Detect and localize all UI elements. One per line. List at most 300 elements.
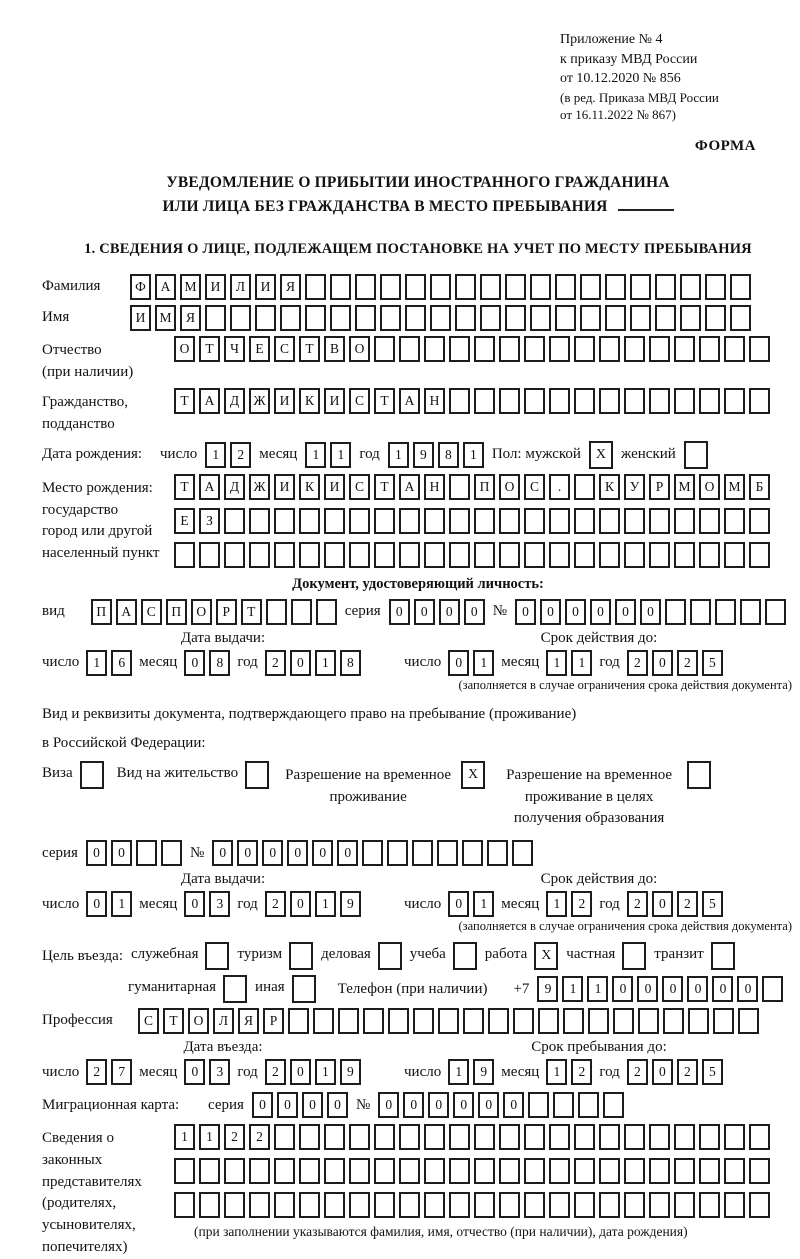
cell[interactable]: [705, 274, 726, 300]
cell[interactable]: [655, 305, 676, 331]
cell[interactable]: [374, 1124, 395, 1150]
cell[interactable]: 1: [448, 1059, 469, 1085]
cell[interactable]: [387, 840, 408, 866]
cell[interactable]: И: [255, 274, 276, 300]
cell[interactable]: 0: [712, 976, 733, 1002]
cell[interactable]: [549, 1192, 570, 1218]
cell[interactable]: [674, 508, 695, 534]
cell[interactable]: [305, 305, 326, 331]
cell[interactable]: [688, 1008, 709, 1034]
cell[interactable]: [291, 599, 312, 625]
cell[interactable]: И: [130, 305, 151, 331]
cell[interactable]: [424, 542, 445, 568]
cell[interactable]: 2: [224, 1124, 245, 1150]
cell[interactable]: Я: [280, 274, 301, 300]
cell[interactable]: Я: [180, 305, 201, 331]
cell[interactable]: В: [324, 336, 345, 362]
cell[interactable]: [474, 1158, 495, 1184]
cell[interactable]: [349, 1158, 370, 1184]
cell[interactable]: [665, 599, 686, 625]
cell[interactable]: 1: [473, 650, 494, 676]
cell[interactable]: 1: [315, 650, 336, 676]
cell[interactable]: X: [589, 441, 613, 469]
cell[interactable]: [474, 1124, 495, 1150]
cell[interactable]: 0: [612, 976, 633, 1002]
cell[interactable]: 2: [249, 1124, 270, 1150]
cell[interactable]: [699, 1158, 720, 1184]
cell[interactable]: 9: [340, 1059, 361, 1085]
cell[interactable]: 2: [627, 650, 648, 676]
cell[interactable]: [487, 840, 508, 866]
cell[interactable]: М: [724, 474, 745, 500]
cell[interactable]: [749, 508, 770, 534]
cell[interactable]: [684, 441, 708, 469]
cell[interactable]: А: [399, 474, 420, 500]
cell[interactable]: [199, 1158, 220, 1184]
cell[interactable]: [374, 1192, 395, 1218]
cell[interactable]: 1: [546, 650, 567, 676]
cell[interactable]: 5: [702, 1059, 723, 1085]
cell[interactable]: [724, 508, 745, 534]
cell[interactable]: [324, 1158, 345, 1184]
cell[interactable]: [663, 1008, 684, 1034]
cell[interactable]: 1: [111, 891, 132, 917]
cell[interactable]: [299, 542, 320, 568]
cell[interactable]: [224, 1158, 245, 1184]
cell[interactable]: 0: [389, 599, 410, 625]
cell[interactable]: [449, 1158, 470, 1184]
cell[interactable]: [749, 388, 770, 414]
cell[interactable]: С: [141, 599, 162, 625]
cell[interactable]: 2: [627, 1059, 648, 1085]
cell[interactable]: 0: [86, 891, 107, 917]
cell[interactable]: [549, 336, 570, 362]
cell[interactable]: [505, 305, 526, 331]
cell[interactable]: [330, 305, 351, 331]
cell[interactable]: [413, 1008, 434, 1034]
cell[interactable]: [474, 1192, 495, 1218]
cell[interactable]: [480, 274, 501, 300]
cell[interactable]: 0: [277, 1092, 298, 1118]
cell[interactable]: 2: [677, 1059, 698, 1085]
cell[interactable]: 1: [205, 442, 226, 468]
cell[interactable]: 1: [546, 891, 567, 917]
cell[interactable]: 1: [305, 442, 326, 468]
cell[interactable]: [430, 305, 451, 331]
cell[interactable]: [174, 1192, 195, 1218]
cell[interactable]: 2: [677, 650, 698, 676]
cell[interactable]: [305, 274, 326, 300]
cell[interactable]: [699, 542, 720, 568]
cell[interactable]: [699, 336, 720, 362]
cell[interactable]: М: [180, 274, 201, 300]
cell[interactable]: Р: [649, 474, 670, 500]
cell[interactable]: А: [155, 274, 176, 300]
cell[interactable]: З: [199, 508, 220, 534]
cell[interactable]: 0: [414, 599, 435, 625]
cell[interactable]: 1: [463, 442, 484, 468]
cell[interactable]: [449, 1192, 470, 1218]
cell[interactable]: [724, 1192, 745, 1218]
cell[interactable]: 2: [265, 1059, 286, 1085]
cell[interactable]: [713, 1008, 734, 1034]
cell[interactable]: [255, 305, 276, 331]
cell[interactable]: [338, 1008, 359, 1034]
cell[interactable]: [405, 274, 426, 300]
cell[interactable]: [499, 388, 520, 414]
cell[interactable]: [711, 942, 735, 970]
cell[interactable]: 3: [209, 891, 230, 917]
cell[interactable]: [224, 1192, 245, 1218]
cell[interactable]: [528, 1092, 549, 1118]
cell[interactable]: [674, 1192, 695, 1218]
cell[interactable]: [249, 1192, 270, 1218]
cell[interactable]: 0: [687, 976, 708, 1002]
cell[interactable]: [405, 305, 426, 331]
cell[interactable]: [424, 1192, 445, 1218]
cell[interactable]: [622, 942, 646, 970]
cell[interactable]: 1: [315, 891, 336, 917]
cell[interactable]: 0: [184, 650, 205, 676]
cell[interactable]: [449, 542, 470, 568]
cell[interactable]: [274, 542, 295, 568]
cell[interactable]: [574, 474, 595, 500]
cell[interactable]: [449, 388, 470, 414]
cell[interactable]: [624, 1124, 645, 1150]
cell[interactable]: 2: [230, 442, 251, 468]
cell[interactable]: И: [324, 388, 345, 414]
cell[interactable]: [674, 336, 695, 362]
cell[interactable]: 0: [503, 1092, 524, 1118]
cell[interactable]: С: [138, 1008, 159, 1034]
cell[interactable]: [549, 1124, 570, 1150]
cell[interactable]: [292, 975, 316, 1003]
cell[interactable]: 0: [302, 1092, 323, 1118]
cell[interactable]: О: [174, 336, 195, 362]
cell[interactable]: 0: [515, 599, 536, 625]
cell[interactable]: [574, 388, 595, 414]
cell[interactable]: А: [399, 388, 420, 414]
cell[interactable]: И: [324, 474, 345, 500]
cell[interactable]: 1: [199, 1124, 220, 1150]
cell[interactable]: [349, 542, 370, 568]
cell[interactable]: Л: [213, 1008, 234, 1034]
cell[interactable]: [699, 388, 720, 414]
cell[interactable]: 0: [464, 599, 485, 625]
cell[interactable]: У: [624, 474, 645, 500]
cell[interactable]: [430, 274, 451, 300]
cell[interactable]: О: [349, 336, 370, 362]
cell[interactable]: 9: [537, 976, 558, 1002]
cell[interactable]: [161, 840, 182, 866]
cell[interactable]: [580, 274, 601, 300]
cell[interactable]: [174, 1158, 195, 1184]
cell[interactable]: [224, 542, 245, 568]
cell[interactable]: [574, 1124, 595, 1150]
cell[interactable]: [578, 1092, 599, 1118]
cell[interactable]: 1: [330, 442, 351, 468]
cell[interactable]: [424, 508, 445, 534]
cell[interactable]: 8: [438, 442, 459, 468]
cell[interactable]: 1: [315, 1059, 336, 1085]
cell[interactable]: 0: [637, 976, 658, 1002]
cell[interactable]: И: [274, 474, 295, 500]
cell[interactable]: Л: [230, 274, 251, 300]
cell[interactable]: 0: [403, 1092, 424, 1118]
cell[interactable]: [449, 474, 470, 500]
cell[interactable]: [687, 761, 711, 789]
cell[interactable]: Д: [224, 474, 245, 500]
cell[interactable]: 9: [413, 442, 434, 468]
cell[interactable]: [249, 1158, 270, 1184]
cell[interactable]: [453, 942, 477, 970]
cell[interactable]: [474, 508, 495, 534]
cell[interactable]: Т: [174, 388, 195, 414]
cell[interactable]: [488, 1008, 509, 1034]
cell[interactable]: [299, 1158, 320, 1184]
cell[interactable]: [624, 542, 645, 568]
cell[interactable]: [549, 388, 570, 414]
cell[interactable]: [449, 336, 470, 362]
cell[interactable]: О: [188, 1008, 209, 1034]
cell[interactable]: [765, 599, 786, 625]
cell[interactable]: [499, 336, 520, 362]
cell[interactable]: 0: [478, 1092, 499, 1118]
cell[interactable]: [524, 542, 545, 568]
cell[interactable]: 0: [662, 976, 683, 1002]
cell[interactable]: 1: [473, 891, 494, 917]
cell[interactable]: [549, 1158, 570, 1184]
cell[interactable]: [530, 305, 551, 331]
cell[interactable]: [299, 1192, 320, 1218]
cell[interactable]: [524, 1192, 545, 1218]
cell[interactable]: 0: [290, 1059, 311, 1085]
cell[interactable]: [399, 1124, 420, 1150]
cell[interactable]: 0: [262, 840, 283, 866]
cell[interactable]: [524, 508, 545, 534]
cell[interactable]: П: [166, 599, 187, 625]
cell[interactable]: [374, 336, 395, 362]
cell[interactable]: 0: [590, 599, 611, 625]
cell[interactable]: 5: [702, 650, 723, 676]
cell[interactable]: [655, 274, 676, 300]
cell[interactable]: 1: [174, 1124, 195, 1150]
cell[interactable]: [388, 1008, 409, 1034]
cell[interactable]: 8: [340, 650, 361, 676]
cell[interactable]: М: [155, 305, 176, 331]
cell[interactable]: [424, 1158, 445, 1184]
cell[interactable]: 1: [587, 976, 608, 1002]
cell[interactable]: [724, 1124, 745, 1150]
cell[interactable]: [374, 508, 395, 534]
cell[interactable]: [223, 975, 247, 1003]
cell[interactable]: 0: [652, 1059, 673, 1085]
cell[interactable]: 1: [571, 650, 592, 676]
cell[interactable]: 0: [212, 840, 233, 866]
cell[interactable]: [378, 942, 402, 970]
cell[interactable]: [80, 761, 104, 789]
cell[interactable]: [289, 942, 313, 970]
cell[interactable]: [330, 274, 351, 300]
cell[interactable]: [738, 1008, 759, 1034]
cell[interactable]: [674, 388, 695, 414]
cell[interactable]: 0: [439, 599, 460, 625]
cell[interactable]: [724, 1158, 745, 1184]
cell[interactable]: С: [349, 474, 370, 500]
cell[interactable]: [705, 305, 726, 331]
cell[interactable]: 0: [312, 840, 333, 866]
cell[interactable]: [374, 1158, 395, 1184]
cell[interactable]: [324, 1192, 345, 1218]
cell[interactable]: 2: [677, 891, 698, 917]
cell[interactable]: Б: [749, 474, 770, 500]
cell[interactable]: А: [199, 474, 220, 500]
cell[interactable]: 0: [337, 840, 358, 866]
cell[interactable]: 1: [86, 650, 107, 676]
cell[interactable]: [724, 542, 745, 568]
cell[interactable]: [462, 840, 483, 866]
cell[interactable]: [438, 1008, 459, 1034]
cell[interactable]: 0: [652, 650, 673, 676]
cell[interactable]: [599, 508, 620, 534]
cell[interactable]: [605, 305, 626, 331]
cell[interactable]: [749, 542, 770, 568]
cell[interactable]: [313, 1008, 334, 1034]
cell[interactable]: [280, 305, 301, 331]
cell[interactable]: [699, 508, 720, 534]
cell[interactable]: Р: [263, 1008, 284, 1034]
cell[interactable]: [349, 1124, 370, 1150]
cell[interactable]: [224, 508, 245, 534]
cell[interactable]: [574, 1158, 595, 1184]
cell[interactable]: [715, 599, 736, 625]
cell[interactable]: [574, 336, 595, 362]
cell[interactable]: 0: [540, 599, 561, 625]
cell[interactable]: [599, 542, 620, 568]
cell[interactable]: [624, 1192, 645, 1218]
cell[interactable]: [724, 388, 745, 414]
cell[interactable]: К: [599, 474, 620, 500]
cell[interactable]: [674, 1158, 695, 1184]
cell[interactable]: [749, 1192, 770, 1218]
cell[interactable]: И: [205, 274, 226, 300]
cell[interactable]: Ф: [130, 274, 151, 300]
cell[interactable]: К: [299, 388, 320, 414]
cell[interactable]: [205, 942, 229, 970]
cell[interactable]: [680, 305, 701, 331]
cell[interactable]: [474, 336, 495, 362]
cell[interactable]: [363, 1008, 384, 1034]
cell[interactable]: С: [349, 388, 370, 414]
cell[interactable]: [380, 274, 401, 300]
cell[interactable]: [324, 508, 345, 534]
cell[interactable]: 9: [473, 1059, 494, 1085]
cell[interactable]: [505, 274, 526, 300]
cell[interactable]: [749, 1124, 770, 1150]
cell[interactable]: [649, 1124, 670, 1150]
cell[interactable]: 1: [388, 442, 409, 468]
cell[interactable]: [299, 1124, 320, 1150]
cell[interactable]: [624, 388, 645, 414]
cell[interactable]: О: [699, 474, 720, 500]
cell[interactable]: .: [549, 474, 570, 500]
cell[interactable]: [549, 542, 570, 568]
cell[interactable]: 0: [453, 1092, 474, 1118]
cell[interactable]: [699, 1124, 720, 1150]
cell[interactable]: [680, 274, 701, 300]
cell[interactable]: [199, 1192, 220, 1218]
cell[interactable]: 0: [428, 1092, 449, 1118]
cell[interactable]: [624, 1158, 645, 1184]
cell[interactable]: [230, 305, 251, 331]
cell[interactable]: [740, 599, 761, 625]
cell[interactable]: [249, 542, 270, 568]
cell[interactable]: [599, 1158, 620, 1184]
cell[interactable]: [624, 508, 645, 534]
cell[interactable]: 0: [184, 891, 205, 917]
cell[interactable]: 7: [111, 1059, 132, 1085]
cell[interactable]: [205, 305, 226, 331]
cell[interactable]: [399, 542, 420, 568]
cell[interactable]: Е: [174, 508, 195, 534]
cell[interactable]: 0: [640, 599, 661, 625]
cell[interactable]: [355, 274, 376, 300]
cell[interactable]: [249, 508, 270, 534]
cell[interactable]: [274, 1192, 295, 1218]
cell[interactable]: [762, 976, 783, 1002]
cell[interactable]: [266, 599, 287, 625]
cell[interactable]: [199, 542, 220, 568]
cell[interactable]: 0: [378, 1092, 399, 1118]
cell[interactable]: 1: [546, 1059, 567, 1085]
cell[interactable]: [599, 1192, 620, 1218]
cell[interactable]: [574, 1192, 595, 1218]
cell[interactable]: О: [499, 474, 520, 500]
cell[interactable]: Р: [216, 599, 237, 625]
cell[interactable]: Т: [163, 1008, 184, 1034]
cell[interactable]: Н: [424, 388, 445, 414]
cell[interactable]: Я: [238, 1008, 259, 1034]
cell[interactable]: Ж: [249, 474, 270, 500]
cell[interactable]: П: [91, 599, 112, 625]
cell[interactable]: С: [274, 336, 295, 362]
cell[interactable]: [512, 840, 533, 866]
cell[interactable]: [599, 336, 620, 362]
cell[interactable]: 2: [627, 891, 648, 917]
cell[interactable]: 9: [340, 891, 361, 917]
cell[interactable]: [553, 1092, 574, 1118]
cell[interactable]: Т: [374, 388, 395, 414]
cell[interactable]: А: [199, 388, 220, 414]
cell[interactable]: [530, 274, 551, 300]
cell[interactable]: [399, 508, 420, 534]
cell[interactable]: [638, 1008, 659, 1034]
cell[interactable]: [613, 1008, 634, 1034]
cell[interactable]: [699, 1192, 720, 1218]
cell[interactable]: Т: [174, 474, 195, 500]
cell[interactable]: А: [116, 599, 137, 625]
cell[interactable]: 2: [265, 891, 286, 917]
cell[interactable]: [374, 542, 395, 568]
cell[interactable]: [299, 508, 320, 534]
cell[interactable]: 3: [209, 1059, 230, 1085]
cell[interactable]: [630, 305, 651, 331]
cell[interactable]: С: [524, 474, 545, 500]
cell[interactable]: [524, 1158, 545, 1184]
cell[interactable]: [424, 336, 445, 362]
cell[interactable]: [437, 840, 458, 866]
cell[interactable]: Д: [224, 388, 245, 414]
